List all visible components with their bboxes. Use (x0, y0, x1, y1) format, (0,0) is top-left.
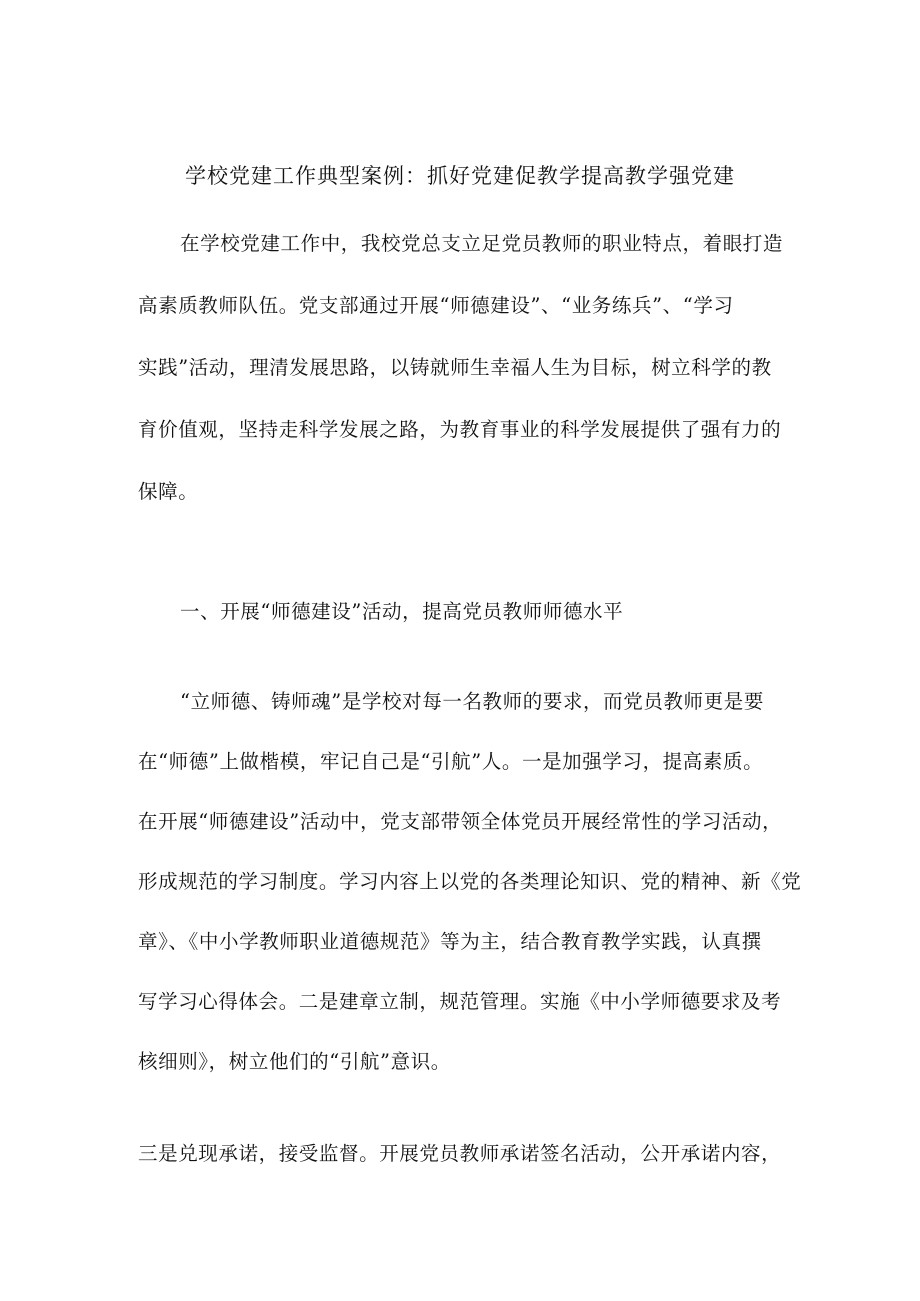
paragraph-line: 形成规范的学习制度。学习内容上以党的各类理论知识、党的精神、新《党 (138, 870, 802, 893)
paragraph-line: 写学习心得体会。二是建章立制，规范管理。实施《中小学师德要求及考 (138, 990, 782, 1013)
paragraph-line: 核细则》，树立他们的“引航”意识。 (138, 1050, 451, 1073)
paragraph-line: 保障。 (138, 480, 199, 503)
paragraph-line: 育价值观，坚持走科学发展之路，为教育事业的科学发展提供了强有力的 (138, 418, 782, 441)
paragraph-line: “立师德、铸师魂”是学校对每一名教师的要求，而党员教师更是要 (180, 690, 764, 713)
paragraph-line: 在开展“师德建设”活动中，党支部带领全体党员开展经常性的学习活动， (138, 810, 783, 833)
document-title: 学校党建工作典型案例：抓好党建促教学提高教学强党建 (185, 164, 735, 188)
paragraph-line: 高素质教师队伍。党支部通过开展“师德建设”、“业务练兵”、“学习 (138, 294, 734, 317)
paragraph-line: 三是兑现承诺，接受监督。开展党员教师承诺签名活动，公开承诺内容， (138, 1142, 782, 1165)
paragraph-line: 章》、《中小学教师职业道德规范》等为主，结合教育教学实践，认真撰 (138, 930, 762, 953)
section-heading: 一、开展“师德建设”活动，提高党员教师师德水平 (180, 600, 624, 623)
paragraph-line: 在“师德”上做楷模，牢记自己是“引航”人。一是加强学习，提高素质。 (138, 750, 764, 773)
paragraph-line: 在学校党建工作中，我校党总支立足党员教师的职业特点，着眼打造 (180, 232, 784, 255)
paragraph-line: 实践”活动，理清发展思路，以铸就师生幸福人生为目标，树立科学的教 (138, 356, 772, 379)
